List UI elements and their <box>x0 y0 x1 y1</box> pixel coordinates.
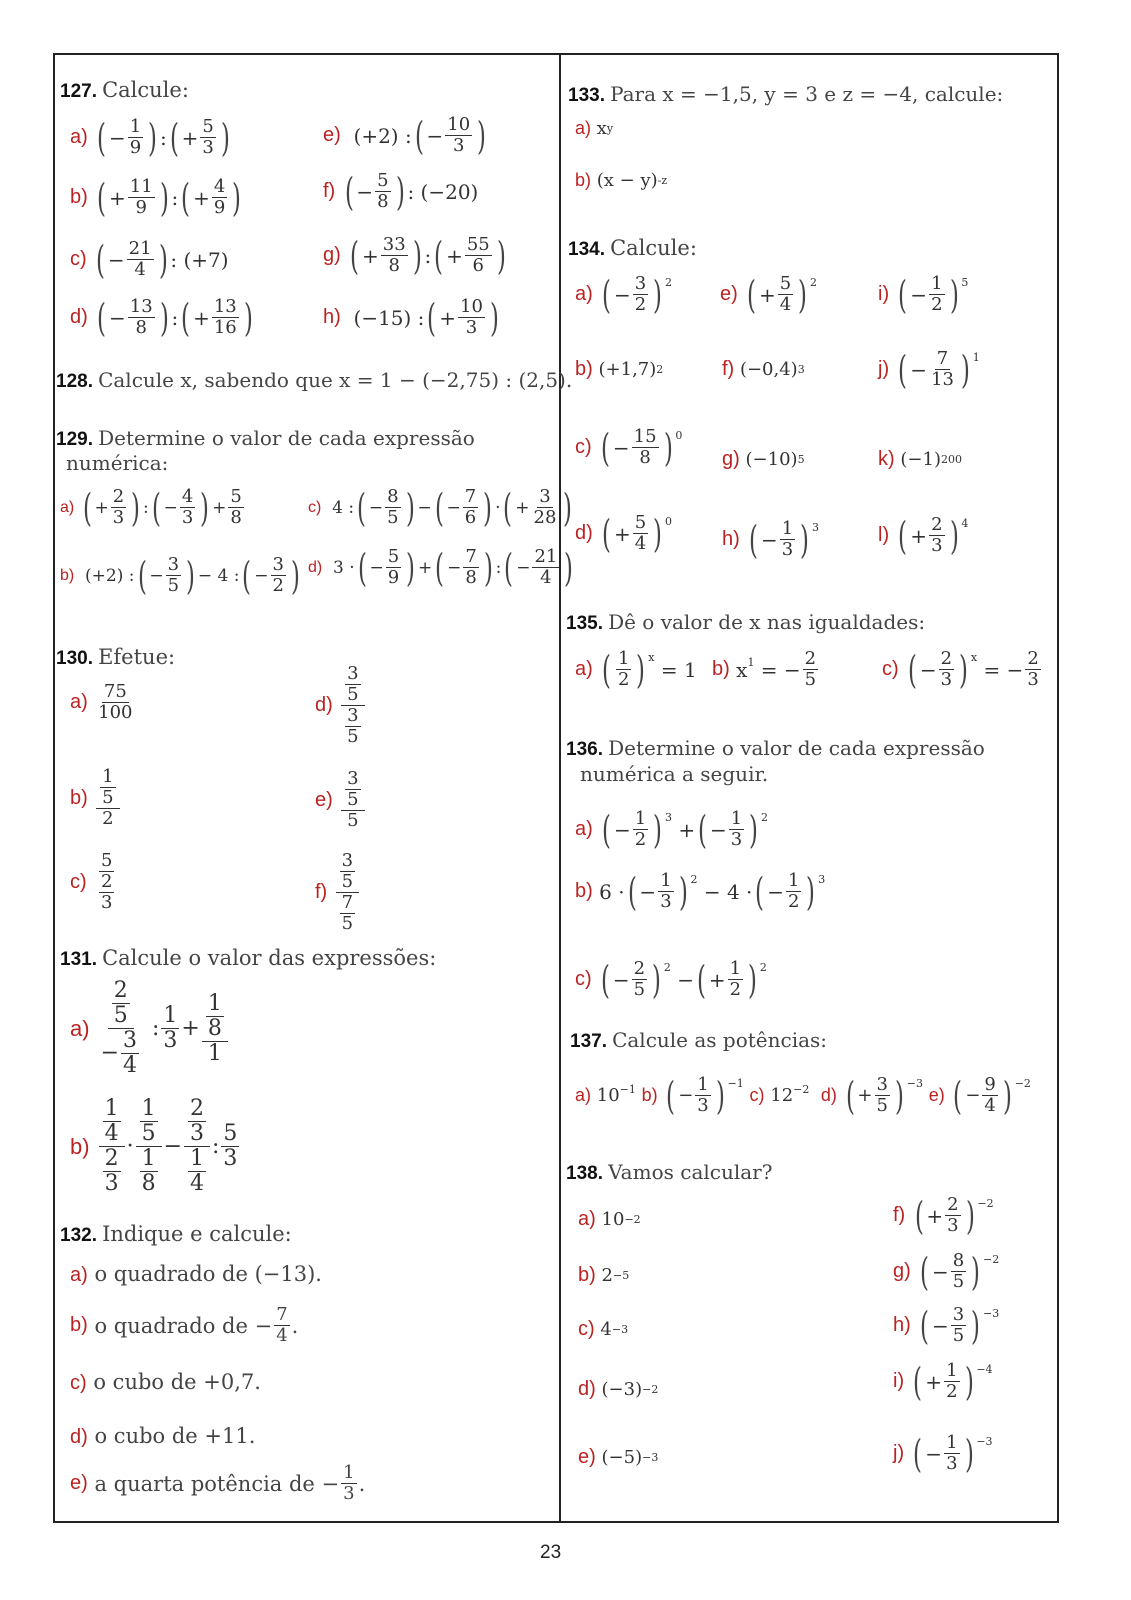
q133-item-b <box>575 170 667 191</box>
item-label: a) <box>60 498 75 516</box>
question-number: 131. <box>60 949 97 970</box>
question-title: Efetue: <box>98 645 176 669</box>
item-label: f) <box>323 180 336 202</box>
expr: (x − y) <box>596 170 658 191</box>
q129-item-d: d) 3 · ( − $\frac{5}{9}$ ) + ( − $\frac{7}{8}$ ) : ( − $\frac{21}{4}$ ) <box>308 545 574 590</box>
question-number: 137. <box>570 1031 607 1052</box>
q134-item-b: b) (+1,7) 2 <box>575 358 664 380</box>
question-136 <box>566 736 985 761</box>
q134-item-a: a) ( − $\frac{3}{2}$ ) $^2$ <box>575 272 673 317</box>
q131-item-b: b) $\frac{\frac{1}{4}}{\frac{2}{3}}$ · $\frac{\frac{1}{5}}{\frac{1}{8}}$ − $\frac{\frac{2}{3}}{\frac{1}{4}}$ : $\frac{5}{3}$ <box>70 1096 238 1196</box>
question-129 <box>56 426 475 451</box>
item-label: d) <box>315 694 333 716</box>
item-label: f) <box>722 358 735 380</box>
q138-item-f: f) ( + $\frac{2}{3}$ ) $^{-2}$ <box>893 1193 994 1238</box>
question-title: Calcule as potências: <box>612 1028 828 1052</box>
q127-item-g: g) ( + $\frac{33}{8}$ ) : ( + $\frac{55}{6}$ ) <box>323 233 506 278</box>
exponent: -z <box>657 174 668 187</box>
q138-item-e: e) (−5) −3 <box>578 1446 659 1468</box>
item-label: b) <box>578 1264 596 1286</box>
question-128 <box>56 368 572 393</box>
question-134-header <box>568 236 697 261</box>
item-label: c) <box>70 1372 87 1394</box>
q129-item-c: c) 4 : ( − $\frac{8}{5}$ ) − ( − $\frac{7}{6}$ ) · ( + $\frac{3}{28}$ ) <box>308 485 573 530</box>
item-label: i) <box>893 1370 905 1392</box>
q136-item-c: c) ( − $\frac{2}{5}$ ) $^2$ − ( + $\frac{1}{2}$ ) $^2$ <box>575 957 767 1002</box>
question-title: Vamos calcular? <box>608 1160 773 1184</box>
item-label: c) <box>70 248 87 270</box>
item-label: d) <box>578 1378 596 1400</box>
item-label: a) <box>575 1085 592 1105</box>
q127-item-d: d) ( − $\frac{13}{8}$ ) : ( + $\frac{13}{16}$ ) <box>70 295 253 340</box>
q127-item-f: f) ( − $\frac{5}{8}$ ) : (−20) <box>323 169 479 214</box>
q127-item-c: c) ( − $\frac{21}{4}$ ) : (+7) <box>70 237 229 282</box>
question-number: 134. <box>568 239 605 260</box>
q134-item-i: i) ( − $\frac{1}{2}$ ) $^5$ <box>878 272 969 317</box>
q138-item-i: i) ( + $\frac{1}{2}$ ) $^{-4}$ <box>893 1359 993 1404</box>
q127-item-e: e) (+2) : ( − $\frac{10}{3}$ ) <box>323 113 487 158</box>
q135-item-b: b) x $^1$ = − $\frac{2}{5}$ <box>712 648 817 690</box>
item-label: b) <box>60 566 75 584</box>
item-label: b) <box>575 170 592 190</box>
q135-item-c: c) ( − $\frac{2}{3}$ ) $^x$ = − $\frac{2}{3}$ <box>882 647 1039 692</box>
q131-item-a: a) $\frac{2}{5}$ − $\frac{3}{4}$ : $\frac{1}{3}$ + $\frac{1}{8}$ 1 <box>70 980 230 1077</box>
item-label: a) <box>70 691 88 713</box>
item-label: e) <box>323 124 341 146</box>
q127-item-a: a) ( − $\frac{1}{9}$ ) : ( + $\frac{5}{3}$ ) <box>70 115 230 160</box>
question-135-header <box>566 610 925 635</box>
item-label: j) <box>893 1442 905 1464</box>
item-label: a) <box>70 126 88 148</box>
question-number: 128. <box>56 371 93 392</box>
item-label: g) <box>722 448 740 470</box>
item-label: a) <box>578 1208 596 1230</box>
item-label: b) <box>712 658 730 680</box>
question-number: 138. <box>566 1163 603 1184</box>
question-130-header <box>56 645 175 670</box>
item-label: f) <box>893 1204 906 1226</box>
item-label: b) <box>70 1133 90 1159</box>
item-text: o cubo de +11. <box>94 1424 256 1448</box>
page-number: 23 <box>540 1542 562 1563</box>
item-label: a) <box>575 658 593 680</box>
item-label: e) <box>70 1472 88 1494</box>
q130-item-c: c) $\frac{5}{\frac{2}{3}}$ <box>70 850 113 913</box>
q138-item-c: c) 4 −3 <box>578 1318 629 1340</box>
item-label: e) <box>578 1446 596 1468</box>
q134-item-l: l) ( + $\frac{2}{3}$ ) $^4$ <box>878 513 969 558</box>
question-title: Dê o valor de x nas igualdades: <box>608 610 926 634</box>
item-label: b) <box>70 1314 88 1336</box>
q132-item-b: b) o quadrado de − $\frac{7}{4}$ . <box>70 1304 299 1346</box>
q130-item-e: e) $\frac{\frac{3}{5}}{5}$ <box>315 770 367 830</box>
q136-item-b: b) 6 · ( − $\frac{1}{3}$ ) $^2$ − 4 · ( − $\frac{1}{2}$ ) $^3$ <box>575 869 826 914</box>
q134-item-j: j) ( − $\frac{7}{13}$ ) $^1$ <box>878 347 980 392</box>
q127-item-b: b) ( + $\frac{11}{9}$ ) : ( + $\frac{4}{9}$ ) <box>70 175 242 220</box>
item-label: k) <box>878 448 895 470</box>
q138-item-h: h) ( − $\frac{3}{5}$ ) $^{-3}$ <box>893 1303 1000 1348</box>
question-138-header <box>566 1160 772 1185</box>
question-text: Determine o valor de cada expressão <box>608 736 985 760</box>
question-number: 132. <box>60 1225 97 1246</box>
q138-item-a: a) 10 −2 <box>578 1208 641 1230</box>
q130-item-b: b) $\frac{\frac{1}{5}}{2}$ <box>70 768 122 828</box>
item-label: c) <box>70 870 87 893</box>
item-label: d) <box>70 1426 88 1448</box>
q130-item-a: a) $\frac{75}{100}$ <box>70 681 133 723</box>
q138-item-g: g) ( − $\frac{8}{5}$ ) $^{-2}$ <box>893 1249 1000 1294</box>
item-label: e) <box>315 788 333 811</box>
q134-item-e: e) ( + $\frac{5}{4}$ ) $^2$ <box>720 272 818 317</box>
item-text: a quarta potência de <box>94 1471 315 1496</box>
question-text: Para x = −1,5, y = 3 e z = −4, calcule: <box>610 82 1004 106</box>
q132-item-e: e) a quarta potência de − $\frac{1}{3}$ . <box>70 1462 366 1504</box>
exponent: y <box>606 122 614 135</box>
q129-item-b: b) (+2) : ( − $\frac{3}{5}$ ) − 4 : ( − $\frac{3}{2}$ ) <box>60 553 300 598</box>
item-label: l) <box>878 524 890 546</box>
item-label: h) <box>893 1314 911 1336</box>
question-137-header <box>570 1028 827 1053</box>
item-label: d) <box>575 522 593 544</box>
item-label: a) <box>575 118 592 138</box>
question-127-header <box>60 78 189 103</box>
q133-item-a <box>575 118 613 139</box>
q138-item-d: d) (−3) −2 <box>578 1378 659 1400</box>
item-label: b) <box>641 1085 658 1105</box>
column-divider <box>559 53 561 1523</box>
question-title: Calcule o valor das expressões: <box>102 946 437 970</box>
q138-item-j: j) ( − $\frac{1}{3}$ ) $^{-3}$ <box>893 1431 993 1476</box>
question-title: Calcule: <box>102 78 189 102</box>
q132-item-c <box>70 1370 261 1395</box>
item-label: d) <box>308 558 323 576</box>
item-label: c) <box>882 658 899 680</box>
question-title: Calcule: <box>610 236 697 260</box>
question-number: 127. <box>60 81 97 102</box>
item-label: a) <box>70 1015 90 1041</box>
question-text: Determine o valor de cada expressão <box>98 426 475 450</box>
item-text: o quadrado de <box>94 1313 248 1338</box>
item-label: b) <box>575 358 593 380</box>
question-number: 129. <box>56 429 93 450</box>
item-label: b) <box>70 786 88 809</box>
item-label: a) <box>575 818 593 840</box>
item-label: h) <box>722 528 740 550</box>
question-text-cont: numérica: <box>66 451 169 475</box>
item-text: o cubo de +0,7. <box>93 1370 261 1394</box>
item-text: o quadrado de (−13). <box>94 1262 322 1286</box>
item-label: c) <box>575 436 592 458</box>
item-label: a) <box>70 1264 88 1286</box>
q135-item-a: a) ( $\frac{1}{2}$ ) $^x$ = 1 <box>575 647 697 692</box>
item-label: a) <box>575 283 593 305</box>
item-label: h) <box>323 306 341 328</box>
item-label: g) <box>323 244 341 266</box>
item-label: c) <box>578 1318 595 1340</box>
item-label: b) <box>575 880 593 902</box>
question-number: 133. <box>568 85 605 106</box>
question-text: Calcule x, sabendo que x = 1 − (−2,75) : (2,5). <box>98 368 573 392</box>
q129-item-a: a) ( + $\frac{2}{3}$ ) : ( − $\frac{4}{3}$ ) + $\frac{5}{8}$ <box>60 485 242 530</box>
q136-item-a: a) ( − $\frac{1}{2}$ ) $^3$ + ( − $\frac{1}{3}$ ) $^2$ <box>575 807 769 852</box>
item-label: b) <box>70 186 88 208</box>
item-label: f) <box>315 881 328 903</box>
q130-item-d: d) $\frac{\frac{3}{5}}{\frac{3}{5}}$ <box>315 665 367 746</box>
item-label: i) <box>878 283 890 305</box>
question-number: 135. <box>566 613 603 634</box>
item-label: c) <box>749 1085 765 1105</box>
question-title: Indique e calcule: <box>102 1222 292 1246</box>
item-label: g) <box>893 1260 911 1282</box>
q130-item-f: f) $\frac{\frac{3}{5}}{\frac{7}{5}}$ <box>315 852 361 933</box>
q134-item-g: g) (−10) 5 <box>722 448 805 470</box>
q137-items: a) 10 $^{-1}$ b) ( − $\frac{1}{3}$ ) $^{-1}$ c) 12 $^{-2}$ d) ( + $\frac{3}{5}$ ) $^{-3}$ e) ( − $\frac{9}{4}$ ) $^{-2}$ <box>575 1073 1031 1118</box>
question-132-header <box>60 1222 292 1247</box>
q138-item-b: b) 2 −5 <box>578 1264 630 1286</box>
item-label: c) <box>308 498 322 516</box>
question-number: 136. <box>566 739 603 760</box>
item-label: e) <box>720 283 738 305</box>
question-131-header <box>60 946 436 971</box>
question-133 <box>568 82 1003 107</box>
item-label: c) <box>575 968 592 990</box>
item-label: e) <box>928 1085 945 1105</box>
q132-item-d <box>70 1424 255 1449</box>
item-label: j) <box>878 358 890 380</box>
item-label: d) <box>820 1085 837 1105</box>
q127-item-h: h) (−15) : ( + $\frac{10}{3}$ ) <box>323 295 499 340</box>
q134-item-f: f) (−0,4) 3 <box>722 358 805 380</box>
q134-item-d: d) ( + $\frac{5}{4}$ ) $^0$ <box>575 511 673 556</box>
question-number: 130. <box>56 648 93 669</box>
q134-item-k: k) (−1) 200 <box>878 448 962 470</box>
question-text-cont: numérica a seguir. <box>580 762 769 786</box>
q134-item-h: h) ( − $\frac{1}{3}$ ) $^3$ <box>722 517 820 562</box>
expr: x <box>596 118 607 139</box>
q132-item-a <box>70 1262 322 1287</box>
q134-item-c: c) ( − $\frac{15}{8}$ ) $^0$ <box>575 425 683 470</box>
item-label: d) <box>70 306 88 328</box>
